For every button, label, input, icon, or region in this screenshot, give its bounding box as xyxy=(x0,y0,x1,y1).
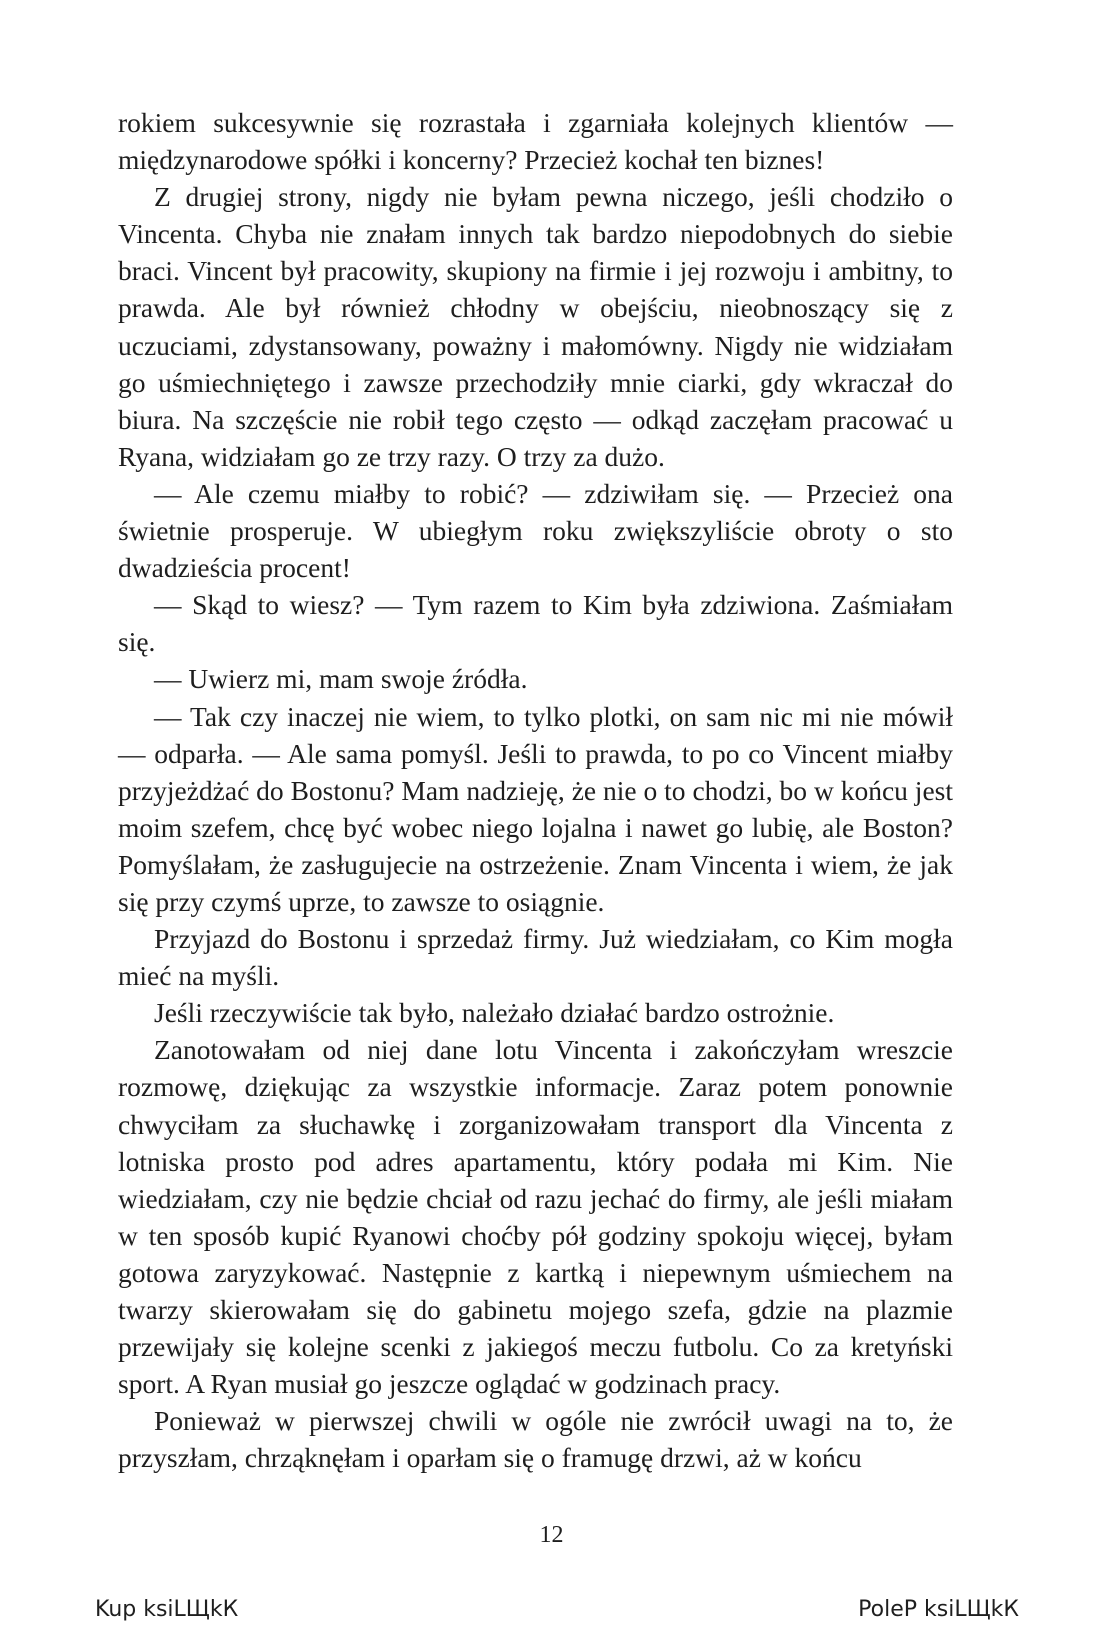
paragraph: Z drugiej strony, nigdy nie byłam pewna niczego, jeśli chodziło o Vincenta. Chyba nie znałam innych tak bardzo niepodobnych do siebie braci. Vincent był pracowity, skupiony na firmie i jej rozwoju i ambitny, to prawda. Ale był również chłodny w obejściu, nieobnoszący się z uczuciami, zdystansowany, poważny i małomówny. Nigdy nie widziałam go uśmiechniętego i zawsze przechodziły mnie ciarki, gdy wkraczał do biura. Na szczęście nie robił tego często — odkąd zaczęłam pracować u Ryana, widziałam go ze trzy razy. O trzy za dużo. xyxy=(118,181,953,472)
paragraph: — Ale czemu miałby to robić? — zdziwiłam się. — Przecież ona świetnie prosperuje. W ubiegłym roku zwiększyliście obroty o sto dwadzieścia procent! xyxy=(118,477,953,584)
paragraph: Jeśli rzeczywiście tak było, należało działać bardzo ostrożnie. xyxy=(154,997,835,1029)
paragraph: — Tak czy inaczej nie wiem, to tylko plotki, on sam nic mi nie mówił — odparła. — Ale sama pomyśl. Jeśli to prawda, to po co Vincent miałby przyjeżdżać do Bostonu? Mam nadzieję, że nie o to chodzi, bo w końcu jest moim szefem, chcę być wobec niego lojalna i nawet go lubię, ale Boston? Pomyślałam, że zasługujecie na ostrzeżenie. Znam Vincenta i wiem, że jak się przy czymś uprze, to zawsze to osiągnie. xyxy=(118,700,953,917)
paragraph: Przyjazd do Bostonu i sprzedaż firmy. Już wiedziałam, co Kim mogła mieć na myśli. xyxy=(118,923,953,992)
paragraph: — Skąd to wiesz? — Tym razem to Kim była zdziwiona. Zaśmiałam się. xyxy=(118,589,953,658)
paragraph: — Uwierz mi, mam swoje źródła. xyxy=(154,663,528,695)
buy-book-link[interactable]: Kup ksiLЩkК xyxy=(95,1597,239,1622)
paragraph: rokiem sukcesywnie się rozrastała i zgarniała kolejnych klientów — międzynarodowe spółki i koncerny? Przecież kochał ten biznes! xyxy=(118,107,953,176)
paragraph: Ponieważ w pierwszej chwili w ogóle nie zwrócił uwagi na to, że przyszłam, chrząknęłam i oparłam się o framugę drzwi, aż w końcu xyxy=(118,1405,953,1474)
paragraph: Zanotowałam od niej dane lotu Vincenta i zakończyłam wreszcie rozmowę, dziękując za wszystkie informacje. Zaraz potem ponownie chwyciłam za słuchawkę i zorganizowałam transport dla Vincenta z lotniska prosto pod adres apartamentu, który podała mi Kim. Nie wiedziałam, czy nie będzie chciał od razu jechać do firmy, ale jeśli miałam w ten sposób kupić Ryanowi choćby pół godziny spokoju więcej, byłam gotowa zaryzykować. Następnie z kartką i niepewnym uśmiechem na twarzy skierowałam się do gabinetu mojego szefa, gdzie na plazmie przewijały się kolejne scenki z jakiegoś meczu futbolu. Co za kretyński sport. A Ryan musiał go jeszcze oglądać w godzinach pracy. xyxy=(118,1034,953,1400)
page-body-text xyxy=(118,104,953,1476)
recommend-book-link[interactable]: PoleP ksiLЩkК xyxy=(858,1597,1019,1622)
page-number: 12 xyxy=(539,1522,564,1548)
